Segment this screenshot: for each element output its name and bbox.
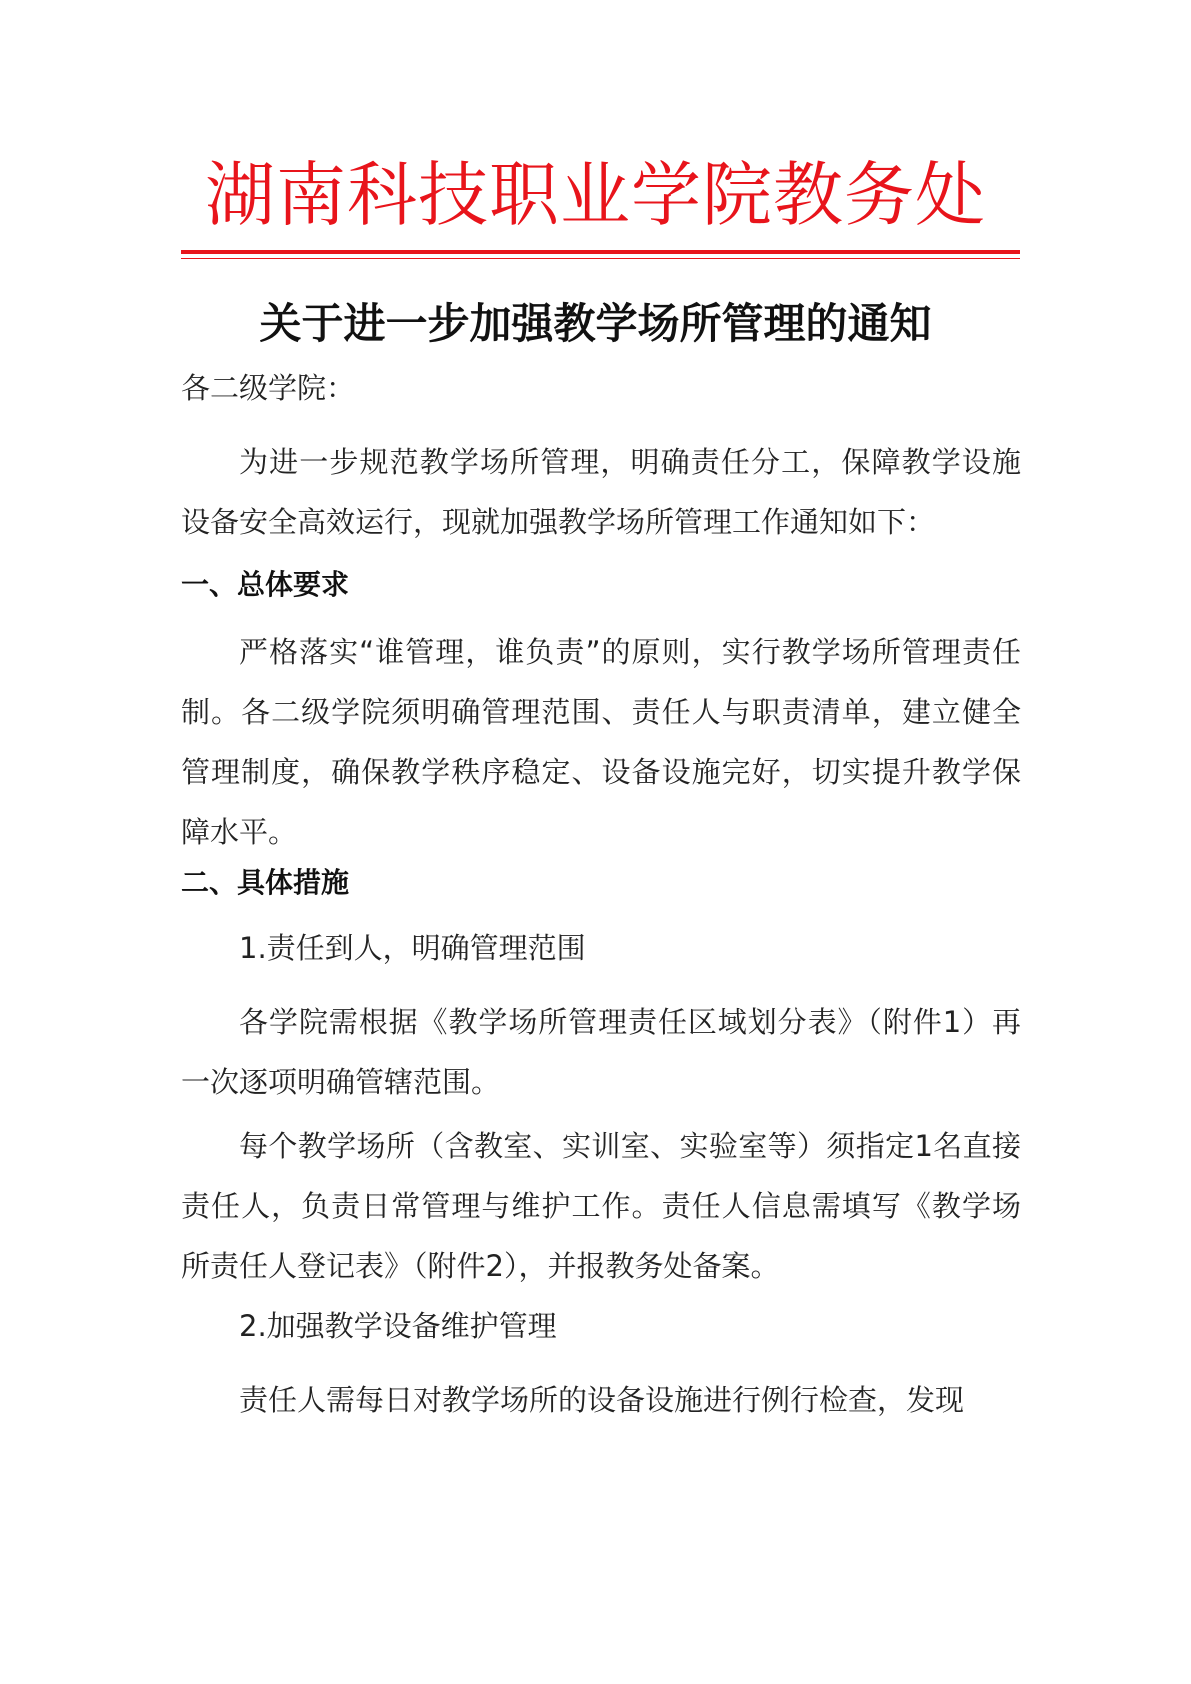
section1-paragraph bbox=[181, 622, 1021, 862]
item2-paragraph-1 bbox=[181, 1370, 1021, 1430]
item1-paragraph-2 bbox=[181, 1116, 1021, 1296]
item2-title: 2.加强教学设备维护管理 bbox=[239, 1309, 557, 1343]
section1-text: 严格落实“谁管理，谁负责”的原则，实行教学场所管理责任制。各二级学院须明确管理范围、责任人与职责清单，建立健全管理制度，确保教学秩序稳定、设备设施完好，切实提升教学保障水平。 bbox=[181, 635, 1021, 849]
item2-para1-text: 责任人需每日对教学场所的设备设施进行例行检查，发现 bbox=[239, 1383, 965, 1417]
item2-title-block bbox=[181, 1296, 1021, 1356]
org-header-title: 湖南科技职业学院教务处 bbox=[205, 154, 986, 236]
intro-text: 为进一步规范教学场所管理，明确责任分工，保障教学设施设备安全高效运行，现就加强教学场所管理工作通知如下： bbox=[181, 445, 1021, 539]
item1-para1-text: 各学院需根据《教学场所管理责任区域划分表》（附件1）再一次逐项明确管辖范围。 bbox=[181, 1005, 1021, 1099]
salutation-text: 各二级学院： bbox=[181, 371, 356, 405]
salutation bbox=[181, 358, 1021, 418]
section-heading-2: 二、具体措施 bbox=[181, 866, 350, 899]
intro-paragraph bbox=[181, 432, 1021, 552]
header-red-rule-thick bbox=[181, 250, 1020, 254]
item1-title-block bbox=[181, 918, 1021, 978]
item1-para2-text: 每个教学场所（含教室、实训室、实验室等）须指定1名直接责任人，负责日常管理与维护工作。责任人信息需填写《教学场所责任人登记表》（附件2），并报教务处备案。 bbox=[181, 1129, 1021, 1283]
header-red-rule-thin bbox=[181, 258, 1020, 259]
item1-paragraph-1 bbox=[181, 992, 1021, 1112]
item1-title: 1.责任到人，明确管理范围 bbox=[239, 931, 586, 965]
section-heading-1: 一、总体要求 bbox=[181, 568, 350, 601]
document-title: 关于进一步加强教学场所管理的通知 bbox=[259, 299, 932, 348]
